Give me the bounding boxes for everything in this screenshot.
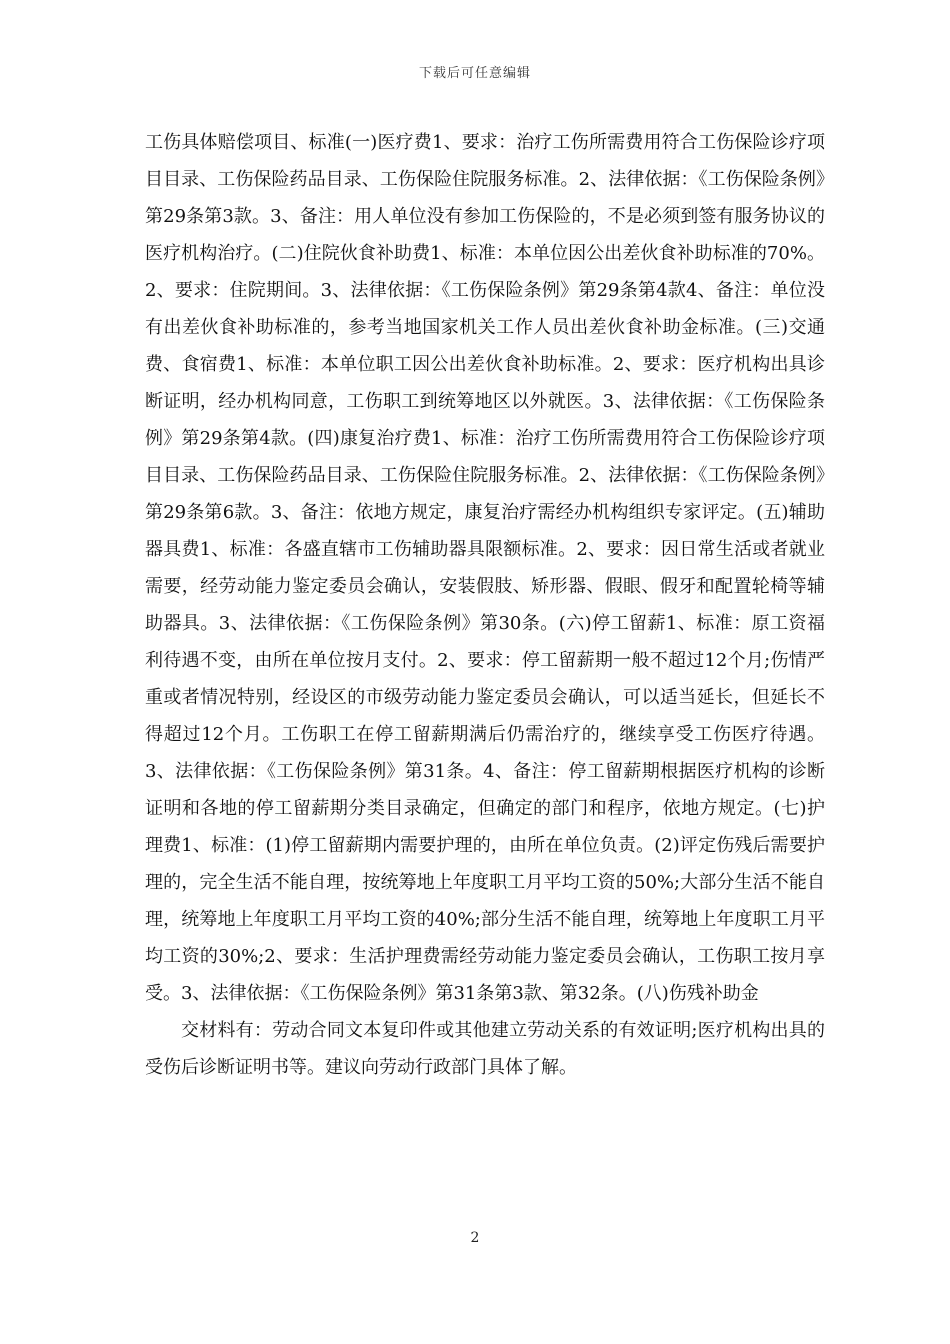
document-body: [145, 124, 825, 1086]
body-paragraph-2: 交材料有：劳动合同文本复印件或其他建立劳动关系的有效证明;医疗机构出具的受伤后诊断证明书等。建议向劳动行政部门具体了解。: [145, 1020, 825, 1078]
page-number: 2: [470, 1230, 480, 1246]
body-paragraph-1: 工伤具体赔偿项目、标准(一)医疗费1、要求：治疗工伤所需费用符合工伤保险诊疗项目目录、工伤保险药品目录、工伤保险住院服务标准。2、法律依据：《工伤保险条例》第29条第3款。3、备注：用人单位没有参加工伤保险的，不是必须到签有服务协议的医疗机构治疗。(二)住院伙食补助费1、标准：本单位因公出差伙食补助标准的70%。2、要求：住院期间。3、法律依据：《工伤保险条例》第29条第4款4、备注：单位没有出差伙食补助标准的，参考当地国家机关工作人员出差伙食补助金标准。(三)交通费、食宿费1、标准：本单位职工因公出差伙食补助标准。2、要求：医疗机构出具诊断证明，经办机构同意，工伤职工到统筹地区以外就医。3、法律依据：《工伤保险条例》第29条第4款。(四)康复治疗费1、标准：治疗工伤所需费用符合工伤保险诊疗项目目录、工伤保险药品目录、工伤保险住院服务标准。2、法律依据：《工伤保险条例》第29条第6款。3、备注：依地方规定，康复治疗需经办机构组织专家评定。(五)辅助器具费1、标准：各盛直辖市工伤辅助器具限额标准。2、要求：因日常生活或者就业需要，经劳动能力鉴定委员会确认，安装假肢、矫形器、假眼、假牙和配置轮椅等辅助器具。3、法律依据：《工伤保险条例》第30条。(六)停工留薪1、标准：原工资福利待遇不变，由所在单位按月支付。2、要求：停工留薪期一般不超过12个月;伤情严重或者情况特别，经设区的市级劳动能力鉴定委员会确认，可以适当延长，但延长不得超过12个月。工伤职工在停工留薪期满后仍需治疗的，继续享受工伤医疗待遇。3、法律依据：《工伤保险条例》第31条。4、备注：停工留薪期根据医疗机构的诊断证明和各地的停工留薪期分类目录确定，但确定的部门和程序，依地方规定。(七)护理费1、标准：(1)停工留薪期内需要护理的，由所在单位负责。(2)评定伤残后需要护理的，完全生活不能自理，按统筹地上年度职工月平均工资的50%;大部分生活不能自理，统筹地上年度职工月平均工资的40%;部分生活不能自理，统筹地上年度职工月平均工资的30%;2、要求：生活护理费需经劳动能力鉴定委员会确认，工伤职工按月享受。3、法律依据：《工伤保险条例》第31条第3款、第32条。(八)伤残补助金: [145, 132, 825, 1004]
page-header: 下载后可任意编辑: [418, 66, 531, 81]
